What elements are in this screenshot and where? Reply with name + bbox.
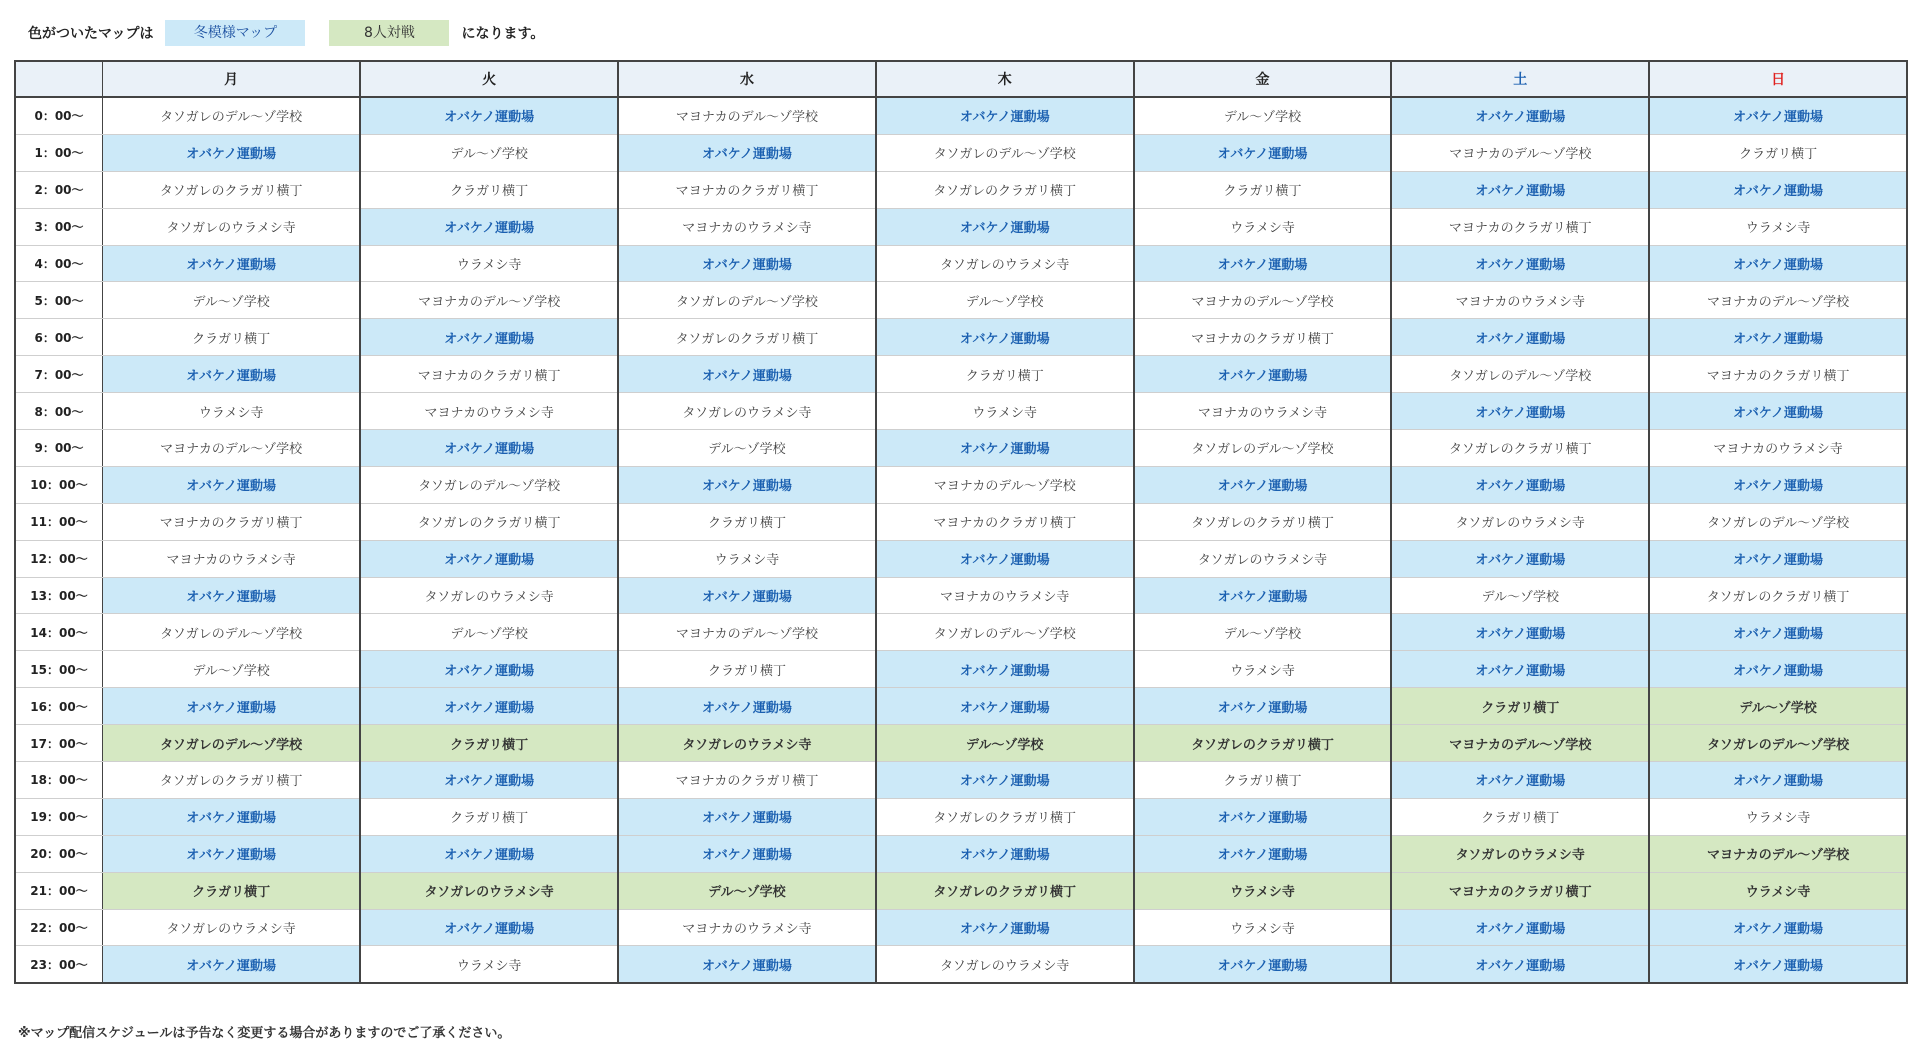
schedule-cell: オバケノ運動場: [360, 97, 618, 134]
schedule-cell: オバケノ運動場: [1649, 540, 1907, 577]
schedule-cell: ウラメシ寺: [360, 946, 618, 983]
schedule-cell: デル～ゾ学校: [876, 282, 1134, 319]
schedule-cell: オバケノ運動場: [360, 762, 618, 799]
table-row: [15, 540, 1907, 577]
schedule-cell: オバケノ運動場: [1134, 798, 1392, 835]
table-row: [15, 97, 1907, 134]
table-row: [15, 946, 1907, 983]
schedule-cell: マヨナカのデル～ゾ学校: [618, 614, 876, 651]
schedule-cell: オバケノ運動場: [103, 577, 361, 614]
schedule-cell: オバケノ運動場: [876, 762, 1134, 799]
schedule-cell: オバケノ運動場: [1649, 466, 1907, 503]
time-slot-label: 8：00～: [15, 393, 103, 430]
schedule-cell: タソガレのクラガリ横丁: [876, 872, 1134, 909]
schedule-cell: オバケノ運動場: [876, 208, 1134, 245]
schedule-cell: オバケノ運動場: [1391, 540, 1649, 577]
schedule-cell: ウラメシ寺: [1134, 909, 1392, 946]
schedule-cell: オバケノ運動場: [618, 798, 876, 835]
table-row: [15, 872, 1907, 909]
schedule-cell: デル～ゾ学校: [618, 430, 876, 467]
schedule-cell: マヨナカのクラガリ横丁: [360, 356, 618, 393]
time-slot-label: 23：00～: [15, 946, 103, 983]
time-slot-label: 16：00～: [15, 688, 103, 725]
schedule-cell: オバケノ運動場: [618, 134, 876, 171]
schedule-cell: オバケノ運動場: [1134, 134, 1392, 171]
schedule-cell: タソガレのデル～ゾ学校: [1391, 356, 1649, 393]
schedule-cell: ウラメシ寺: [876, 393, 1134, 430]
schedule-cell: タソガレのクラガリ横丁: [876, 798, 1134, 835]
table-row: [15, 688, 1907, 725]
schedule-cell: オバケノ運動場: [618, 577, 876, 614]
schedule-cell: マヨナカのウラメシ寺: [360, 393, 618, 430]
schedule-cell: オバケノ運動場: [360, 208, 618, 245]
schedule-cell: オバケノ運動場: [876, 430, 1134, 467]
schedule-cell: デル～ゾ学校: [1134, 614, 1392, 651]
schedule-cell: オバケノ運動場: [1649, 393, 1907, 430]
schedule-cell: オバケノ運動場: [618, 835, 876, 872]
schedule-cell: タソガレのデル～ゾ学校: [103, 97, 361, 134]
schedule-cell: オバケノ運動場: [360, 651, 618, 688]
schedule-cell: タソガレのウラメシ寺: [1391, 835, 1649, 872]
time-slot-label: 20：00～: [15, 835, 103, 872]
schedule-cell: タソガレのウラメシ寺: [1134, 540, 1392, 577]
schedule-cell: オバケノ運動場: [1134, 688, 1392, 725]
schedule-cell: クラガリ横丁: [618, 651, 876, 688]
schedule-cell: オバケノ運動場: [1391, 171, 1649, 208]
schedule-cell: タソガレのウラメシ寺: [876, 245, 1134, 282]
schedule-cell: オバケノ運動場: [103, 688, 361, 725]
schedule-cell: オバケノ運動場: [876, 688, 1134, 725]
schedule-cell: ウラメシ寺: [1649, 872, 1907, 909]
schedule-cell: ウラメシ寺: [1134, 651, 1392, 688]
legend-suffix: になります。: [461, 26, 545, 42]
schedule-cell: オバケノ運動場: [1649, 762, 1907, 799]
schedule-cell: オバケノ運動場: [1391, 614, 1649, 651]
schedule-cell: オバケノ運動場: [1134, 835, 1392, 872]
schedule-cell: オバケノ運動場: [103, 946, 361, 983]
table-row: [15, 762, 1907, 799]
schedule-cell: オバケノ運動場: [618, 356, 876, 393]
schedule-cell: タソガレのデル～ゾ学校: [1649, 503, 1907, 540]
schedule-cell: クラガリ横丁: [103, 319, 361, 356]
schedule-cell: マヨナカのクラガリ横丁: [103, 503, 361, 540]
table-row: [15, 356, 1907, 393]
footnote: ※マップ配信スケジュールは予告なく変更する場合がありますのでご了承ください。: [18, 1026, 511, 1041]
schedule-cell: オバケノ運動場: [1649, 909, 1907, 946]
schedule-cell: オバケノ運動場: [1649, 97, 1907, 134]
time-slot-label: 17：00～: [15, 725, 103, 762]
time-slot-label: 9：00～: [15, 430, 103, 467]
schedule-cell: タソガレのウラメシ寺: [618, 393, 876, 430]
schedule-cell: タソガレのデル～ゾ学校: [876, 614, 1134, 651]
time-slot-label: 5：00～: [15, 282, 103, 319]
schedule-cell: オバケノ運動場: [876, 319, 1134, 356]
schedule-cell: オバケノ運動場: [876, 909, 1134, 946]
schedule-cell: マヨナカのクラガリ横丁: [876, 503, 1134, 540]
time-slot-label: 3：00～: [15, 208, 103, 245]
day-header-sun: 日: [1649, 61, 1907, 97]
time-slot-label: 10：00～: [15, 466, 103, 503]
schedule-cell: タソガレのクラガリ横丁: [103, 762, 361, 799]
schedule-cell: オバケノ運動場: [103, 134, 361, 171]
schedule-cell: デル～ゾ学校: [1649, 688, 1907, 725]
table-row: [15, 430, 1907, 467]
schedule-cell: オバケノ運動場: [103, 835, 361, 872]
table-row: [15, 909, 1907, 946]
time-slot-label: 1：00～: [15, 134, 103, 171]
schedule-cell: タソガレのウラメシ寺: [1391, 503, 1649, 540]
schedule-cell: クラガリ横丁: [876, 356, 1134, 393]
table-row: [15, 134, 1907, 171]
schedule-cell: マヨナカのデル～ゾ学校: [1649, 282, 1907, 319]
schedule-cell: ウラメシ寺: [1649, 798, 1907, 835]
table-row: [15, 319, 1907, 356]
schedule-cell: クラガリ横丁: [1391, 688, 1649, 725]
schedule-cell: マヨナカのウラメシ寺: [876, 577, 1134, 614]
schedule-cell: マヨナカのクラガリ横丁: [1649, 356, 1907, 393]
header-row: [15, 61, 1907, 97]
time-slot-label: 21：00～: [15, 872, 103, 909]
legend-eight-player-chip: 8人対戦: [329, 20, 449, 46]
schedule-cell: オバケノ運動場: [1134, 356, 1392, 393]
table-row: [15, 577, 1907, 614]
time-slot-label: 4：00～: [15, 245, 103, 282]
schedule-cell: マヨナカのクラガリ横丁: [1391, 872, 1649, 909]
schedule-cell: マヨナカのデル～ゾ学校: [1391, 134, 1649, 171]
schedule-cell: ウラメシ寺: [1134, 208, 1392, 245]
schedule-cell: タソガレのクラガリ横丁: [1134, 503, 1392, 540]
time-slot-label: 7：00～: [15, 356, 103, 393]
schedule-cell: マヨナカのウラメシ寺: [618, 208, 876, 245]
schedule-cell: デル～ゾ学校: [618, 872, 876, 909]
schedule-cell: クラガリ横丁: [1134, 762, 1392, 799]
time-slot-label: 12：00～: [15, 540, 103, 577]
schedule-cell: マヨナカのクラガリ横丁: [618, 171, 876, 208]
time-slot-label: 6：00～: [15, 319, 103, 356]
schedule-cell: クラガリ横丁: [360, 725, 618, 762]
table-row: [15, 798, 1907, 835]
schedule-cell: オバケノ運動場: [1391, 762, 1649, 799]
schedule-cell: マヨナカのウラメシ寺: [618, 909, 876, 946]
time-slot-label: 22：00～: [15, 909, 103, 946]
time-slot-label: 18：00～: [15, 762, 103, 799]
schedule-cell: マヨナカのウラメシ寺: [1391, 282, 1649, 319]
table-row: [15, 466, 1907, 503]
schedule-cell: オバケノ運動場: [1391, 319, 1649, 356]
time-slot-label: 15：00～: [15, 651, 103, 688]
day-header-fri: 金: [1134, 61, 1392, 97]
schedule-cell: マヨナカのクラガリ横丁: [1391, 208, 1649, 245]
schedule-cell: オバケノ運動場: [876, 651, 1134, 688]
schedule-cell: タソガレのクラガリ横丁: [618, 319, 876, 356]
schedule-cell: ウラメシ寺: [1134, 872, 1392, 909]
schedule-cell: オバケノ運動場: [360, 319, 618, 356]
schedule-cell: オバケノ運動場: [1649, 245, 1907, 282]
schedule-cell: デル～ゾ学校: [876, 725, 1134, 762]
day-header-wed: 水: [618, 61, 876, 97]
schedule-cell: クラガリ横丁: [360, 171, 618, 208]
schedule-cell: オバケノ運動場: [618, 245, 876, 282]
time-slot-label: 11：00～: [15, 503, 103, 540]
schedule-cell: オバケノ運動場: [360, 430, 618, 467]
schedule-cell: オバケノ運動場: [1391, 909, 1649, 946]
schedule-cell: オバケノ運動場: [618, 688, 876, 725]
schedule-cell: オバケノ運動場: [1649, 171, 1907, 208]
schedule-cell: オバケノ運動場: [360, 835, 618, 872]
schedule-cell: マヨナカのウラメシ寺: [1649, 430, 1907, 467]
schedule-cell: マヨナカのクラガリ横丁: [1134, 319, 1392, 356]
schedule-cell: マヨナカのウラメシ寺: [103, 540, 361, 577]
map-schedule-table: [14, 60, 1908, 984]
table-row: [15, 282, 1907, 319]
schedule-cell: タソガレのデル～ゾ学校: [1649, 725, 1907, 762]
table-row: [15, 245, 1907, 282]
schedule-cell: クラガリ横丁: [618, 503, 876, 540]
schedule-cell: オバケノ運動場: [876, 97, 1134, 134]
schedule-cell: タソガレのクラガリ横丁: [876, 171, 1134, 208]
schedule-cell: タソガレのデル～ゾ学校: [1134, 430, 1392, 467]
schedule-cell: クラガリ横丁: [1391, 798, 1649, 835]
schedule-cell: オバケノ運動場: [1391, 651, 1649, 688]
schedule-cell: タソガレのウラメシ寺: [103, 208, 361, 245]
time-slot-label: 19：00～: [15, 798, 103, 835]
schedule-cell: オバケノ運動場: [1649, 946, 1907, 983]
schedule-cell: ウラメシ寺: [618, 540, 876, 577]
schedule-cell: タソガレのウラメシ寺: [876, 946, 1134, 983]
schedule-cell: オバケノ運動場: [618, 466, 876, 503]
schedule-cell: マヨナカのウラメシ寺: [1134, 393, 1392, 430]
schedule-cell: オバケノ運動場: [1134, 577, 1392, 614]
schedule-cell: タソガレのクラガリ横丁: [360, 503, 618, 540]
table-row: [15, 835, 1907, 872]
table-row: [15, 503, 1907, 540]
schedule-body: [15, 97, 1907, 983]
legend-prefix: 色がついたマップは: [28, 26, 154, 42]
legend-winter-map-chip: 冬模様マップ: [165, 20, 305, 46]
schedule-cell: タソガレのデル～ゾ学校: [618, 282, 876, 319]
schedule-cell: タソガレのデル～ゾ学校: [103, 614, 361, 651]
schedule-cell: ウラメシ寺: [360, 245, 618, 282]
schedule-cell: デル～ゾ学校: [1134, 97, 1392, 134]
schedule-cell: オバケノ運動場: [1391, 97, 1649, 134]
schedule-cell: オバケノ運動場: [1391, 245, 1649, 282]
table-row: [15, 393, 1907, 430]
schedule-cell: マヨナカのデル～ゾ学校: [1391, 725, 1649, 762]
time-slot-label: 13：00～: [15, 577, 103, 614]
schedule-cell: デル～ゾ学校: [103, 651, 361, 688]
schedule-cell: クラガリ横丁: [103, 872, 361, 909]
day-header-tue: 火: [360, 61, 618, 97]
schedule-cell: デル～ゾ学校: [360, 614, 618, 651]
schedule-cell: マヨナカのデル～ゾ学校: [1134, 282, 1392, 319]
schedule-cell: タソガレのデル～ゾ学校: [876, 134, 1134, 171]
schedule-cell: ウラメシ寺: [103, 393, 361, 430]
schedule-cell: オバケノ運動場: [360, 688, 618, 725]
schedule-cell: オバケノ運動場: [618, 946, 876, 983]
schedule-cell: クラガリ横丁: [1134, 171, 1392, 208]
table-row: [15, 725, 1907, 762]
schedule-cell: タソガレのデル～ゾ学校: [103, 725, 361, 762]
schedule-cell: タソガレのウラメシ寺: [618, 725, 876, 762]
legend: [28, 20, 544, 46]
schedule-cell: マヨナカのデル～ゾ学校: [1649, 835, 1907, 872]
day-header-sat: 土: [1391, 61, 1649, 97]
schedule-cell: マヨナカのデル～ゾ学校: [876, 466, 1134, 503]
schedule-cell: オバケノ運動場: [1134, 946, 1392, 983]
table-row: [15, 171, 1907, 208]
schedule-cell: オバケノ運動場: [360, 540, 618, 577]
schedule-cell: オバケノ運動場: [103, 356, 361, 393]
day-header-mon: 月: [103, 61, 361, 97]
time-slot-label: 14：00～: [15, 614, 103, 651]
schedule-cell: タソガレのクラガリ横丁: [1134, 725, 1392, 762]
schedule-cell: オバケノ運動場: [1391, 393, 1649, 430]
schedule-cell: タソガレのクラガリ横丁: [1391, 430, 1649, 467]
schedule-cell: オバケノ運動場: [1134, 245, 1392, 282]
time-column-header: [15, 61, 103, 97]
schedule-cell: マヨナカのデル～ゾ学校: [360, 282, 618, 319]
schedule-cell: オバケノ運動場: [1391, 946, 1649, 983]
schedule-cell: オバケノ運動場: [103, 466, 361, 503]
schedule-cell: オバケノ運動場: [876, 540, 1134, 577]
table-row: [15, 651, 1907, 688]
table-row: [15, 614, 1907, 651]
schedule-cell: タソガレのウラメシ寺: [103, 909, 361, 946]
day-header-thu: 木: [876, 61, 1134, 97]
schedule-cell: クラガリ横丁: [1649, 134, 1907, 171]
schedule-cell: マヨナカのデル～ゾ学校: [103, 430, 361, 467]
time-slot-label: 2：00～: [15, 171, 103, 208]
schedule-cell: オバケノ運動場: [1649, 319, 1907, 356]
schedule-cell: クラガリ横丁: [360, 798, 618, 835]
schedule-cell: タソガレのクラガリ横丁: [1649, 577, 1907, 614]
schedule-cell: タソガレのクラガリ横丁: [103, 171, 361, 208]
schedule-cell: オバケノ運動場: [1391, 466, 1649, 503]
schedule-cell: オバケノ運動場: [103, 245, 361, 282]
schedule-cell: オバケノ運動場: [1649, 614, 1907, 651]
schedule-cell: マヨナカのデル～ゾ学校: [618, 97, 876, 134]
schedule-cell: マヨナカのクラガリ横丁: [618, 762, 876, 799]
schedule-cell: ウラメシ寺: [1649, 208, 1907, 245]
schedule-cell: デル～ゾ学校: [103, 282, 361, 319]
schedule-cell: オバケノ運動場: [1134, 466, 1392, 503]
schedule-cell: タソガレのウラメシ寺: [360, 577, 618, 614]
schedule-cell: オバケノ運動場: [103, 798, 361, 835]
schedule-cell: デル～ゾ学校: [360, 134, 618, 171]
schedule-cell: オバケノ運動場: [876, 835, 1134, 872]
schedule-cell: タソガレのウラメシ寺: [360, 872, 618, 909]
time-slot-label: 0：00～: [15, 97, 103, 134]
table-row: [15, 208, 1907, 245]
schedule-cell: オバケノ運動場: [360, 909, 618, 946]
schedule-cell: デル～ゾ学校: [1391, 577, 1649, 614]
schedule-cell: オバケノ運動場: [1649, 651, 1907, 688]
schedule-cell: タソガレのデル～ゾ学校: [360, 466, 618, 503]
